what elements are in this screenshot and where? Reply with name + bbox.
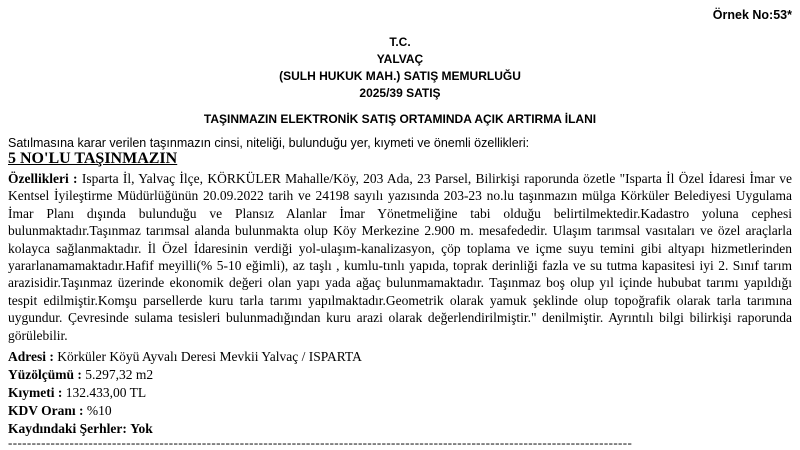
value-value: 132.433,00 TL bbox=[65, 385, 147, 400]
announcement-title: TAŞINMAZIN ELEKTRONİK SATIŞ ORTAMINDA AÇIK ARTIRMA İLANI bbox=[203, 112, 597, 126]
vat-label: KDV Oranı : bbox=[8, 403, 84, 418]
vat-field bbox=[8, 402, 112, 419]
encumbrance-label: Kaydındaki Şerhler: bbox=[8, 421, 127, 436]
area-label: Yüzölçümü : bbox=[8, 367, 82, 382]
address-label: Adresi : bbox=[8, 349, 54, 364]
area-value: 5.297,32 m2 bbox=[85, 367, 154, 382]
header-line-tc: T.C. bbox=[389, 35, 411, 49]
encumbrance-value: Yok bbox=[130, 421, 153, 436]
property-title: 5 NO'LU TAŞINMAZIN bbox=[8, 150, 178, 167]
header-line-district: YALVAÇ bbox=[376, 52, 424, 66]
features-label: Özellikleri : bbox=[8, 171, 78, 186]
document-header bbox=[0, 34, 800, 102]
features-text: Isparta İl, Yalvaç İlçe, KÖRKÜLER Mahalle/Köy, 203 Ada, 23 Parsel, Bilirkişi raporunda özetle "Isparta İl Özel İdaresi İmar ve Kentsel İyileştirme Müdürlüğünün 20.09.2022 tarih ve 24198 sayılı yazısında 203-23 no.lu taşınmazın mülga Körküler Belediyesi Uygulama İmar Planı dışında bulunduğu ve Plansız Alanlar İmar Yönetmeliğine tabi olduğu belirtilmektedir.Kadastro yoluna cephesi bulunmaktadır.Taşınmaz tarımsal alanda bulunmakta olup Köy Merkezine 2.900 m. mesafededir. Ulaşım tarımsal vasıtaları ve özel araçlarla kolayca sağlanmaktadır. İl Özel İdaresinin verdiği yol-ulaşım-kanalizasyon, çöp toplama ve içme suyu temini gibi altyapı hizmetlerinden yararlanamamaktadır.Hafif meyilli(% 5-10 eğimli), az taşlı , kumlu-tınlı yapıda, toprak derinliği fazla ve su tutma kapasitesi iyi 2. Sınıf tarım arazisidir.Taşınmaz üzerinde ekonomik değeri olan yapı yada ağaç bulunmamaktadır. Taşınmaz boş olup yıl içinde hububat tarımı yapıldığı tespit edilmiştir.Komşu parsellerde kuru tarla tarımı yapılmaktadır.Geometrik olarak yamuk şeklinde olup topoğrafik olarak tarla tarımına uygundur. Çevresinde sulama tesisleri bulunmadığından kuru arazi olarak değerlendirilmiştir." denilmiştir. Ayrıntılı bilgi bilirkişi raporunda görülebilir. bbox=[8, 171, 793, 343]
header-line-case-number: 2025/39 SATIŞ bbox=[359, 86, 441, 100]
address-field bbox=[8, 348, 362, 365]
value-label: Kıymeti : bbox=[8, 385, 63, 400]
form-number: Örnek No:53* bbox=[712, 8, 792, 22]
header-line-office: (SULH HUKUK MAH.) SATIŞ MEMURLUĞU bbox=[279, 69, 521, 83]
vat-value: %10 bbox=[86, 403, 112, 418]
intro-text: Satılmasına karar verilen taşınmazın cinsi, niteliği, bulunduğu yer, kıymeti ve önemli özellikleri: bbox=[8, 136, 530, 150]
area-field bbox=[8, 366, 153, 383]
section-divider: ------------------------------------------------------------------------------------------------------------------------------------ bbox=[8, 435, 633, 450]
address-value: Körküler Köyü Ayvalı Deresi Mevkii Yalvaç / ISPARTA bbox=[57, 349, 362, 364]
value-field bbox=[8, 384, 146, 401]
property-features bbox=[8, 170, 792, 344]
